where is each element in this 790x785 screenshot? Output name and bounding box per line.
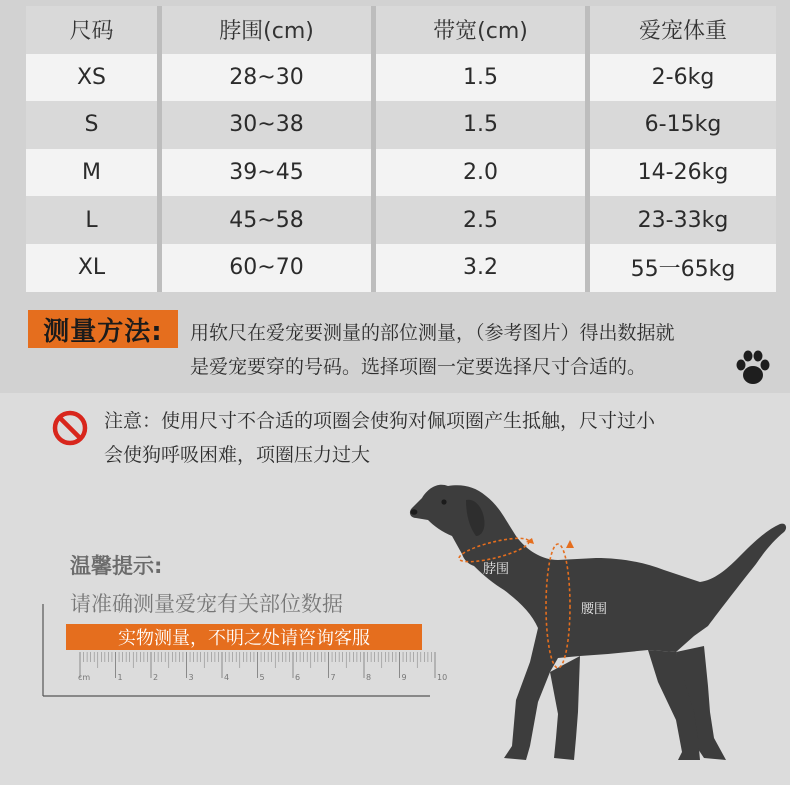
width-cell: 1.5 [376, 54, 585, 102]
neck-cell: 60~70 [162, 244, 371, 292]
neck-column [162, 6, 376, 292]
size-cell: XS [26, 54, 157, 102]
tips-banner: 实物测量，不明之处请咨询客服 [66, 624, 422, 650]
ruler-tick-label: 3 [188, 673, 194, 682]
neck-cell: 28~30 [162, 54, 371, 102]
width-cell: 1.5 [376, 101, 585, 149]
weight-cell: 14-26kg [590, 149, 776, 197]
size-cell: M [26, 149, 157, 197]
weight-column [590, 6, 776, 292]
weight-cell: 2-6kg [590, 54, 776, 102]
width-column [376, 6, 590, 292]
ruler-tick-label: 1 [117, 673, 123, 682]
size-table [26, 6, 776, 292]
ruler-tick-label: 5 [259, 673, 265, 682]
method-description [190, 316, 780, 384]
dog-silhouette [410, 485, 786, 760]
method-label: 测量方法: [28, 310, 178, 348]
dog-illustration [408, 476, 790, 766]
weight-cell: 23-33kg [590, 196, 776, 244]
tips-subtitle: 请准确测量爱宠有关部位数据 [70, 592, 343, 616]
ruler-tick-label: 7 [330, 673, 336, 682]
header-weight: 爱宠体重 [590, 6, 776, 54]
tips-title: 温馨提示: [70, 554, 163, 578]
waist-label: 腰围 [581, 602, 608, 617]
ruler [42, 604, 448, 700]
width-cell: 2.0 [376, 149, 585, 197]
notice-line-1: 注意：使用尺寸不合适的项圈会使狗对佩项圈产生抵触，尺寸过小 [104, 410, 656, 432]
notice-text [104, 404, 764, 472]
weight-cell: 55一65kg [590, 244, 776, 292]
neck-cell: 39~45 [162, 149, 371, 197]
notice-line-2: 会使狗呼吸困难，项圈压力过大 [104, 444, 371, 466]
size-cell: S [26, 101, 157, 149]
width-cell: 3.2 [376, 244, 585, 292]
neck-label: 脖围 [483, 562, 510, 577]
ruler-tick-label: 2 [153, 673, 159, 682]
ruler-tick-label: 9 [401, 673, 407, 682]
width-cell: 2.5 [376, 196, 585, 244]
ruler-tick-label: 10 [437, 673, 448, 682]
method-line-1: 用软尺在爱宠要测量的部位测量，（参考图片）得出数据就 [190, 322, 675, 344]
size-cell: L [26, 196, 157, 244]
ruler-unit-label: cm [78, 673, 91, 682]
header-neck: 脖围(cm) [162, 6, 371, 54]
weight-cell: 6-15kg [590, 101, 776, 149]
neck-cell: 45~58 [162, 196, 371, 244]
ruler-tick-label: 8 [366, 673, 372, 682]
ruler-tick-label: 6 [295, 673, 301, 682]
neck-cell: 30~38 [162, 101, 371, 149]
method-line-2: 是爱宠要穿的号码。选择项圈一定要选择尺寸合适的。 [190, 356, 647, 378]
paw-icon [733, 349, 773, 387]
header-width: 带宽(cm) [376, 6, 585, 54]
header-size: 尺码 [26, 6, 157, 54]
ruler-tick-label: 4 [224, 673, 230, 682]
prohibited-icon [52, 410, 88, 446]
size-column [26, 6, 162, 292]
size-cell: XL [26, 244, 157, 292]
